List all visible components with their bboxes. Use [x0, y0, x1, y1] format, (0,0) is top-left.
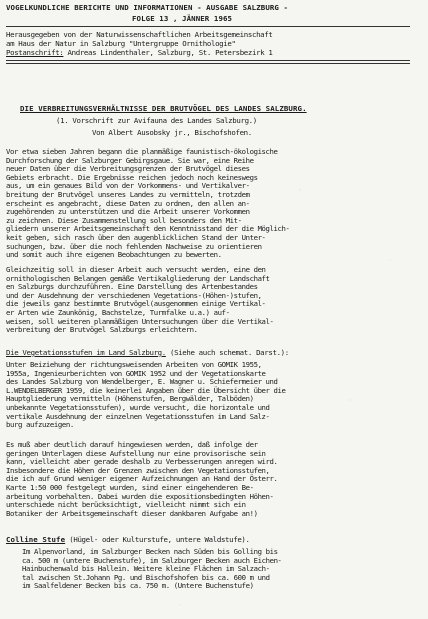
text-line: geringen Unterlagen diese Aufstellung nur eine provisorische sein	[6, 448, 266, 458]
text-line: gliedern unserer Arbeitsgemeinschaft den Kenntnisstand der die Möglich-	[6, 224, 290, 234]
text-line: und der Ausdehnung der verschiedenen Vegetations-(Höhen-)stufen,	[6, 290, 262, 300]
text-line: die jeweils ganz bestimmte Brutvögel(ausgenommen einige Vertikal-	[6, 299, 266, 309]
text-line: burg aufzuzeigen.	[6, 420, 74, 430]
text-line: ornithologischen Belangen gemäße Vertikalgliederung der Landschaft	[6, 273, 270, 283]
text-line: kann, vielleicht aber gerade deshalb zu Verbesserungen anregen wird.	[6, 457, 278, 467]
text-line: Vor etwa sieben Jahren begann die planmäßige faunistisch-ökologische	[6, 147, 278, 156]
text-line: Botaniker der Arbeitsgemeinschaft dieser dankbaren Aufgabe an!)	[6, 508, 258, 518]
text-line: arbeitung vorbehalten. Dabei wurden die expositionsbedingten Höhen-	[6, 491, 274, 501]
text-line: Im Alpenvorland, im Salzburger Becken nach Süden bis Golling bis	[22, 547, 278, 556]
text-line: neuer Daten über die Verbreitungsgrenzen der Brutvögel dieses	[6, 164, 250, 174]
section-heading-colline	[6, 535, 250, 544]
text-line: Hauptgliederung vermitteln (Höhenstufen, Bergwälder, Talböden)	[6, 394, 254, 404]
text-line: unterschiede nicht berücksichtigt, vielleicht nimmt sich ein	[6, 500, 246, 510]
text-line: Unter Beiziehung der richtungsweisenden Arbeiten von GOMIK 1955,	[6, 360, 262, 369]
article-author: Von Albert Ausobsky jr., Bischofshofen.	[92, 128, 252, 137]
text-line: die ich auf Grund weniger eigener Aufzeichnungen an Hand der Österr.	[6, 474, 278, 484]
text-line: Gebiets erbracht. Die Ergebnisse reichen jedoch noch keineswegs	[6, 172, 258, 182]
text-line: er Arten wie Zaunkönig, Bachstelze, Turmfalke u.a.) auf-	[6, 308, 230, 317]
postal-label: Postanschrift:	[6, 48, 64, 57]
publisher-line-1: Herausgegeben von der Naturwissenschaftlichen Arbeitsgemeinschaft	[6, 30, 273, 39]
postal-value: Andreas Lindenthaler, Salzburg, St. Petersbezirk 1	[67, 48, 273, 57]
text-line: ca. 500 m (untere Buchenstufe), im Salzburger Becken auch Eichen-	[22, 555, 282, 565]
text-line: weisen, soll weiteren planmäßigen Untersuchungen über die Vertikal-	[6, 316, 274, 326]
text-line: keit geben, sich rasch über den augenblicklichen Stand der Unter-	[6, 233, 266, 242]
text-line: verbreitung der Brutvögel Salzburgs erleichtern.	[6, 325, 198, 335]
text-line: des Landes Salzburg von Wendelberger, E. Wagner u. Schiefermeier und	[6, 377, 278, 387]
text-line: unbekannte Vegetationsstufen), wurde versucht, die horizontale und	[6, 403, 270, 412]
postal-address	[6, 48, 273, 57]
text-line: breitung der Brutvögel unseres Landes zu vermitteln, trotzdem	[6, 190, 250, 199]
section-heading-note: (Siehe auch schemat. Darst.):	[165, 348, 289, 357]
article-subtitle: (1. Vorschrift zur Avifauna des Landes Salzburg.)	[56, 116, 257, 125]
header-divider	[6, 26, 410, 27]
section-heading-text: Colline Stufe	[6, 535, 66, 544]
text-line: aus, um ein genaues Bild von der Vorkommens- und Vertikalver-	[6, 181, 250, 191]
text-line: L.WENDELBERGER 1959, die keinerlei Angaben über die Übersicht über die	[6, 385, 286, 395]
text-line: erscheint es angebracht, diese Daten zu ordnen, den allen an-	[6, 198, 250, 208]
header-issue: FOLGE 13 , JÄNNER 1965	[132, 14, 233, 23]
header-divider-2	[6, 60, 410, 61]
text-line: 1955a, Ingenieurberichten von GOMIK 1952 und der Vegetationskarte	[6, 368, 266, 378]
text-line: Durchforschung der Salzburger Gebirgsgaue. Sie war, eine Reihe	[6, 155, 254, 165]
text-line: zugehörenden zu unterstützen und die Arbeit unserer Vorkommen	[6, 207, 250, 217]
text-line: Hainbuchenwald bis Hallein. Weitere kleine Flächen im Salzach-	[22, 564, 270, 574]
text-line: en Salzburgs durchzuführen. Eine Darstellung des Artenbestandes	[6, 282, 258, 292]
text-line: Gleichzeitig soll in dieser Arbeit auch versucht werden, eine den	[6, 265, 266, 274]
text-line: tal zwischen St.Johann Pg. und Bischofshofen bis ca. 600 m und	[22, 572, 270, 582]
section-heading-text: Die Vegetationsstufen im Land Salzburg.	[6, 348, 166, 357]
text-line: Es muß aber deutlich darauf hingewiesen werden, daß infolge der	[6, 440, 258, 449]
article-title: DIE VERBREITUNGSVERHÄLTNISSE DER BRUTVÖGEL DES LANDES SALZBURG.	[20, 104, 307, 113]
text-line: Karte 1:50 000 festgelegt wurden, sind einer eingehenderen Be-	[6, 483, 254, 492]
header-title: VOGELKUNDLICHE BERICHTE UND INFORMATIONEN - AUSGABE SALZBURG -	[6, 3, 289, 12]
text-line: im Saalfeldener Becken bis ca. 750 m. (Untere Buchenstufe)	[22, 581, 254, 591]
section-heading-note: (Hügel- oder Kulturstufe, untere Waldstufe).	[65, 535, 250, 544]
section-heading-vegetation	[6, 348, 289, 357]
text-line: vertikale Ausdehnung der einzelnen Vegetationsstufen im Land Salz-	[6, 411, 270, 421]
header-divider-3	[6, 63, 410, 64]
text-line: Insbesondere die Höhen der Grenzen zwischen den Vegetationsstufen,	[6, 465, 270, 475]
text-line: und somit auch ihre eigenen Beobachtungen zu bewerten.	[6, 250, 222, 260]
text-line: suchungen, bzw. über die noch fehlenden Nachweise zu orientieren	[6, 241, 262, 251]
publisher-line-2: am Haus der Natur in Salzburg "Untergruppe Ornithologie"	[6, 39, 236, 48]
text-line: zu zeichnen. Diese Zusammenstellung soll besonders den Mit-	[6, 215, 242, 225]
